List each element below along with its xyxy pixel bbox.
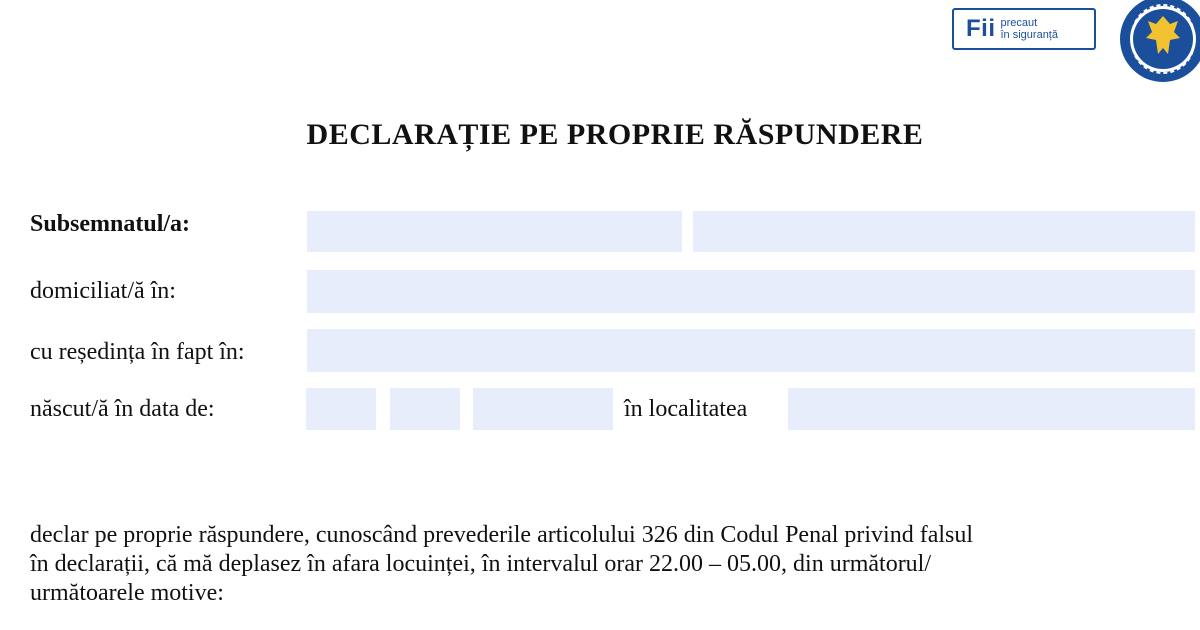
birth-year-field[interactable] [473,388,613,430]
last-name-field[interactable] [307,211,682,252]
statement-line-2: în declarații, că mă deplasez în afara locuinței, în intervalul orar 22.00 – 05.00, din următorul/ [30,551,932,577]
localitatea-label: în localitatea [624,396,748,422]
subsemnatul-label: Subsemnatul/a: [30,211,191,237]
statement-line-3: următoarele motive: [30,580,224,606]
document-title: DECLARAȚIE PE PROPRIE RĂSPUNDERE [306,118,924,151]
birth-month-field[interactable] [390,388,460,430]
badge-subtext-line1: precaut [1000,17,1038,29]
government-seal-icon [1118,0,1200,84]
birth-day-field[interactable] [306,388,376,430]
domiciliat-label: domiciliat/ă în: [30,278,176,304]
residence-field[interactable] [307,329,1195,372]
badge-main-text: Fii [966,15,996,42]
badge-subtext [1001,17,1058,41]
statement-line-1: declar pe proprie răspundere, cunoscând prevederile articolului 326 din Codul Penal privind falsul [30,522,974,548]
badge-subtext-line2: în siguranță [1000,29,1058,41]
domicile-field[interactable] [307,270,1195,313]
resedinta-label: cu reședința în fapt în: [30,339,245,365]
campaign-badge [952,8,1096,50]
nascut-label: născut/ă în data de: [30,396,215,422]
birth-locality-field[interactable] [788,388,1195,430]
first-name-field[interactable] [693,211,1195,252]
declaration-statement [30,521,1180,608]
